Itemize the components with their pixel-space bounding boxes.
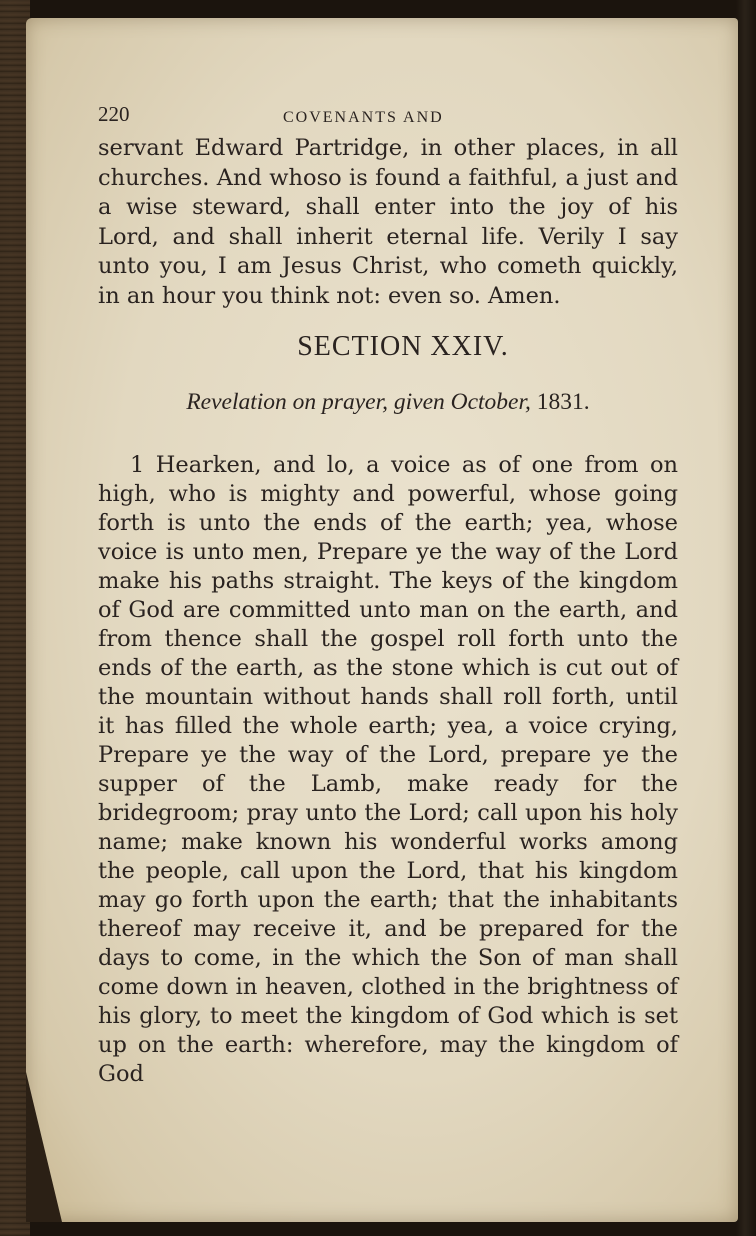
- page-number: 220: [98, 102, 130, 126]
- verse-paragraph: 1 Hearken, and lo, a voice as of one from on high, who is mighty and powerful, whose going forth is unto the ends of the earth; yea, whose voice is unto men, Prepare ye the way of the Lord make his paths straight. The keys of the kingdom of God are committed unto man on the earth, and from thence shall the gospel roll forth unto the ends of the earth, as the stone which is cut out of the mountain without hands shall roll forth, until it has filled the whole earth; yea, a voice crying, Prepare ye the way of the Lord, prepare ye the supper of the Lamb, make ready for the bridegroom; pray unto the Lord; call upon his holy name; make known his wonderful works among the people, call upon the Lord, that his kingdom may go forth upon the earth; that the inhabitants thereof may receive it, and be prepared for the days to come, in the which the Son of man shall come down in heaven, clothed in the brightness of his glory, to meet the kingdom of God which is set up on the earth: wherefore, may the kingdom of God: [98, 452, 678, 1087]
- folded-page-corner: [26, 1072, 62, 1222]
- running-title: COVENANTS AND: [283, 109, 444, 126]
- continued-paragraph: servant Edward Partridge, in other places, in all churches. And whoso is found a faithful, a just and a wise steward, shall enter into the joy of his Lord, and shall inherit eternal life. Verily I say unto you, I am Jesus Christ, who cometh quickly, in an hour you think not: even so. Amen.: [98, 135, 678, 309]
- section-subheading: [98, 387, 678, 417]
- subheading-year: 1831.: [536, 389, 590, 415]
- book-page: [26, 18, 738, 1222]
- page-text-block: [98, 100, 678, 1089]
- running-head: [98, 100, 678, 134]
- subheading-italic-text: Revelation on prayer, given October,: [186, 389, 531, 415]
- section-heading: SECTION XXIV.: [297, 331, 509, 362]
